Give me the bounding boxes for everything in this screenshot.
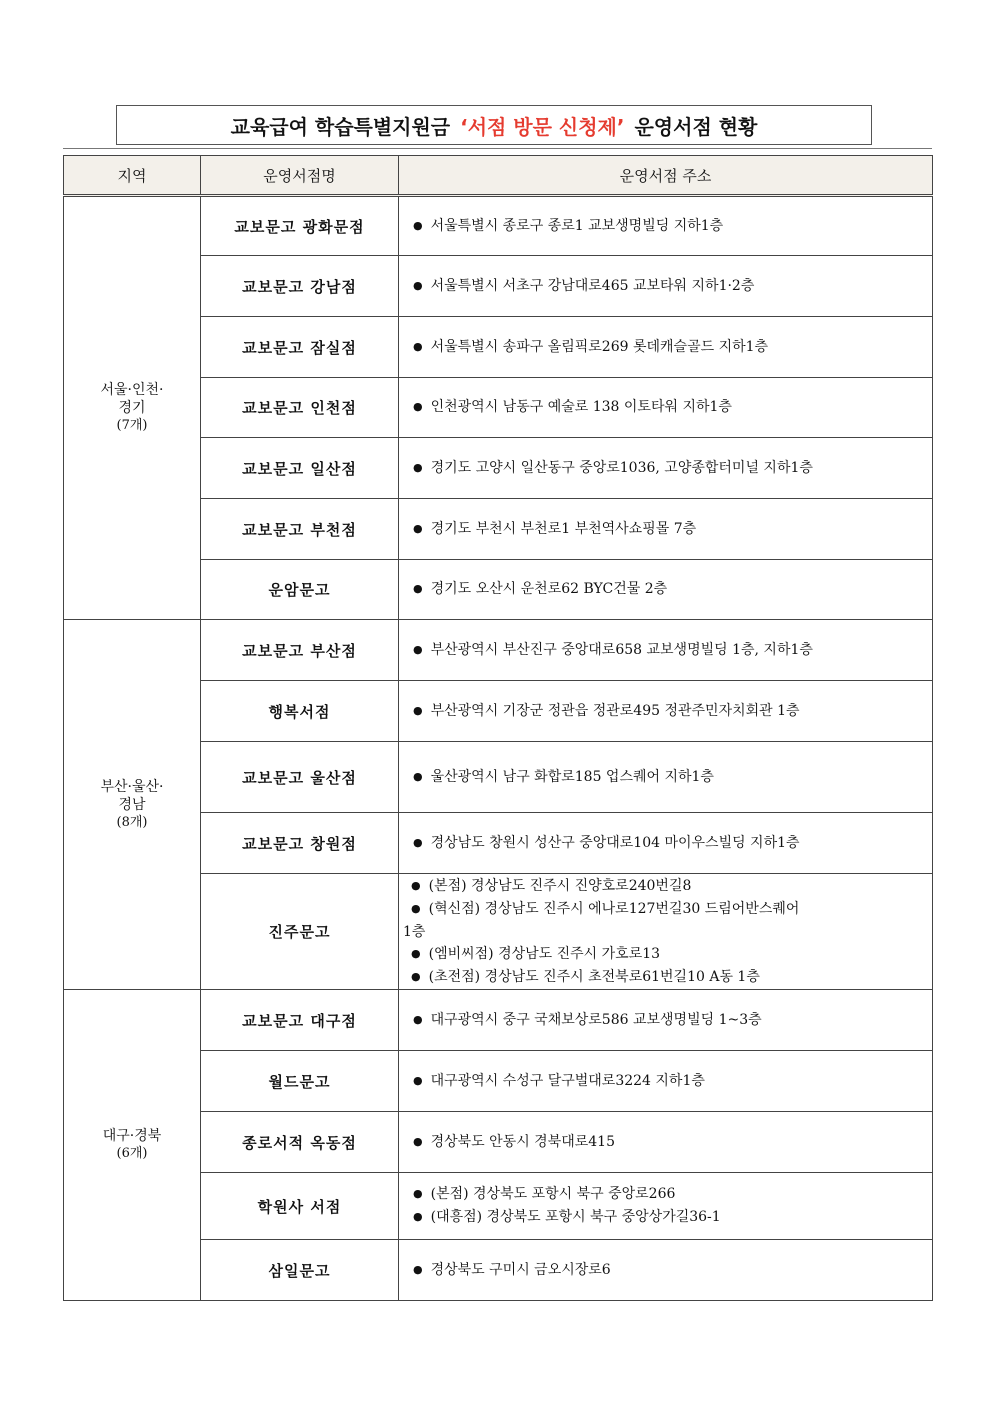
bullet-icon: ● [413, 1187, 423, 1200]
address-line: 부산광역시 기장군 정관읍 정관로495 정관주민자치회관 1층 [430, 702, 800, 719]
address-line: (혁신점) 경상남도 진주시 에나로127번길30 드림어반스퀘어 [428, 900, 800, 917]
store-address [399, 1051, 933, 1112]
bullet-icon: ● [413, 703, 423, 717]
store-name: 교보문고 인천점 [201, 378, 399, 438]
store-name: 교보문고 부천점 [201, 499, 399, 560]
region-name: 경기 [118, 400, 146, 416]
title-divider [63, 148, 932, 149]
store-address [399, 378, 933, 438]
store-address [399, 256, 933, 317]
address-line: 서울특별시 송파구 올림픽로269 롯데캐슬골드 지하1층 [430, 338, 769, 355]
region-name: 경남 [118, 796, 146, 813]
address-line: 경상남도 창원시 성산구 중앙대로104 마이우스빌딩 지하1층 [430, 834, 800, 851]
store-name: 교보문고 부산점 [201, 620, 399, 681]
region-count: (8개) [116, 814, 148, 830]
store-name: 교보문고 울산점 [201, 742, 399, 813]
bullet-icon: ● [413, 642, 423, 656]
store-name: 교보문고 강남점 [201, 256, 399, 317]
bullet-icon: ● [413, 521, 423, 535]
title-highlight: ‘서점 방문 신청제’ [460, 114, 625, 139]
address-line: 경상북도 구미시 금오시장로6 [430, 1261, 611, 1278]
store-name: 교보문고 광화문점 [201, 196, 399, 256]
address-line: 경기도 고양시 일산동구 중앙로1036, 고양종합터미널 지하1층 [430, 459, 813, 476]
bullet-icon: ● [413, 582, 423, 595]
bullet-icon: ● [413, 460, 423, 474]
bullet-icon: ● [413, 1262, 423, 1276]
bullet-icon: ● [413, 339, 423, 353]
address-line: 1층 [403, 923, 426, 940]
store-name: 교보문고 잠실점 [201, 317, 399, 378]
store-name: 삼일문고 [201, 1240, 399, 1301]
address-line: (본점) 경상남도 진주시 진양호로240번길8 [428, 877, 692, 894]
address-line: 경상북도 안동시 경북대로415 [430, 1133, 615, 1150]
address-line: 서울특별시 종로구 종로1 교보생명빌딩 지하1층 [430, 217, 724, 234]
header-region: 지역 [64, 156, 201, 196]
store-address [399, 620, 933, 681]
address-line: 울산광역시 남구 화합로185 업스퀘어 지하1층 [430, 768, 714, 785]
store-address [399, 1173, 933, 1240]
region-count: (6개) [116, 1146, 148, 1161]
region-cell [64, 990, 201, 1301]
bullet-icon: ● [413, 218, 423, 232]
address-line: 부산광역시 부산진구 중앙대로658 교보생명빌딩 1층, 지하1층 [430, 641, 813, 658]
store-address [399, 813, 933, 874]
store-address [399, 681, 933, 742]
address-line: 서울특별시 서초구 강남대로465 교보타워 지하1·2층 [430, 277, 755, 294]
bullet-icon: ● [413, 1210, 423, 1223]
bullet-icon: ● [413, 1012, 423, 1026]
store-address [399, 317, 933, 378]
table-row [64, 196, 933, 256]
table-header-row [64, 156, 933, 196]
header-address: 운영서점 주소 [399, 156, 933, 196]
store-address [399, 438, 933, 499]
region-name: 서울·인천· [100, 382, 164, 398]
bullet-icon: ● [411, 969, 421, 983]
store-address [399, 1240, 933, 1301]
store-address [399, 990, 933, 1051]
region-cell [64, 620, 201, 990]
region-name: 대구·경북 [102, 1128, 162, 1144]
bullet-icon: ● [413, 278, 423, 292]
title-prefix: 교육급여 학습특별지원금 [230, 114, 451, 139]
address-line: (대흥점) 경상북도 포항시 북구 중앙상가길36-1 [430, 1209, 721, 1225]
store-address [399, 560, 933, 620]
store-name: 종로서적 옥동점 [201, 1112, 399, 1173]
address-line: 경기도 부천시 부천로1 부천역사쇼핑몰 7층 [430, 520, 697, 537]
address-line: (본점) 경상북도 포항시 북구 중앙로266 [430, 1186, 676, 1202]
store-name: 행복서점 [201, 681, 399, 742]
region-name: 부산·울산· [100, 778, 164, 795]
store-name: 교보문고 대구점 [201, 990, 399, 1051]
store-name: 운암문고 [201, 560, 399, 620]
bullet-icon: ● [413, 1073, 423, 1087]
bullet-icon: ● [413, 1134, 423, 1148]
title-suffix: 운영서점 현황 [634, 114, 758, 139]
store-address [399, 1112, 933, 1173]
bullet-icon: ● [413, 769, 423, 783]
address-line: (엠비씨점) 경상남도 진주시 가호로13 [428, 945, 661, 962]
store-name: 학원사 서점 [201, 1173, 399, 1240]
store-address [399, 874, 933, 990]
region-cell [64, 196, 201, 620]
bullet-icon: ● [411, 878, 421, 892]
store-table [63, 155, 933, 1301]
page-title [116, 105, 872, 145]
bullet-icon: ● [413, 400, 423, 413]
address-line: 대구광역시 중구 국채보상로586 교보생명빌딩 1~3층 [430, 1011, 762, 1028]
table-row [64, 620, 933, 681]
store-address [399, 742, 933, 813]
store-name: 월드문고 [201, 1051, 399, 1112]
address-line: 인천광역시 남동구 예술로 138 이토타워 지하1층 [430, 399, 732, 415]
bullet-icon: ● [411, 946, 421, 960]
store-name: 교보문고 일산점 [201, 438, 399, 499]
store-address [399, 499, 933, 560]
bullet-icon: ● [411, 901, 421, 915]
store-name: 교보문고 창원점 [201, 813, 399, 874]
header-store: 운영서점명 [201, 156, 399, 196]
table-row [64, 990, 933, 1051]
store-name: 진주문고 [201, 874, 399, 990]
region-count: (7개) [116, 418, 148, 433]
bullet-icon: ● [413, 835, 423, 849]
address-line: 경기도 오산시 운천로62 BYC건물 2층 [430, 581, 668, 597]
store-address [399, 196, 933, 256]
address-line: (초전점) 경상남도 진주시 초전북로61번길10 A동 1층 [428, 968, 760, 985]
address-line: 대구광역시 수성구 달구벌대로3224 지하1층 [430, 1072, 705, 1089]
